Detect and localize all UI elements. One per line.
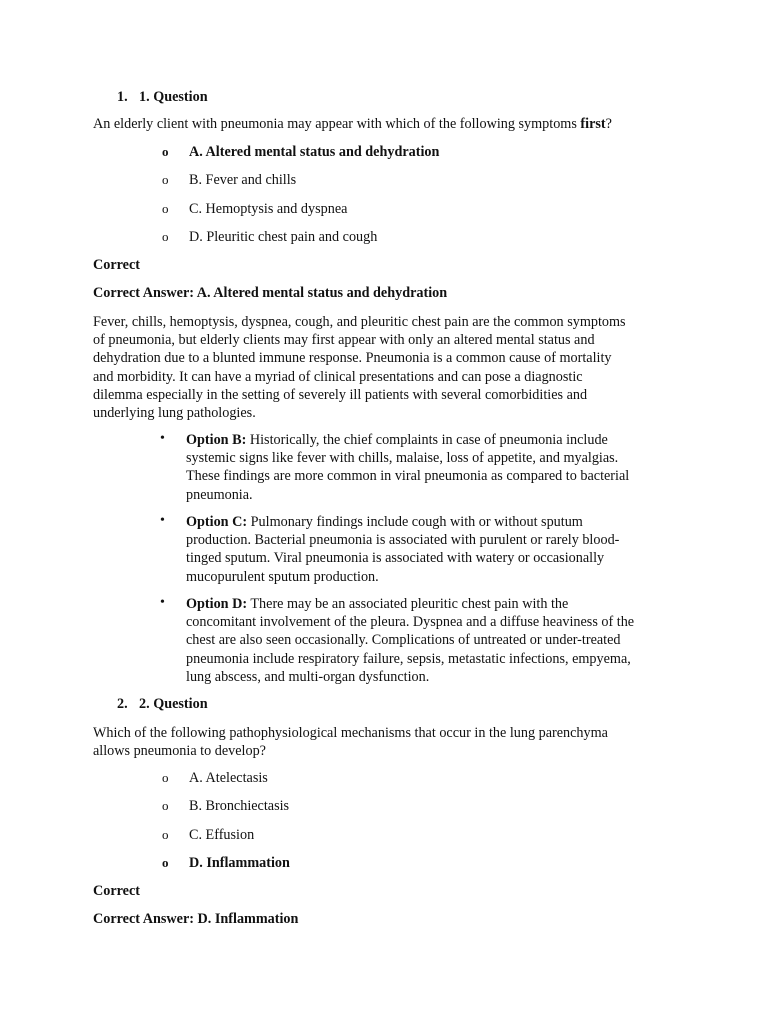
option-marker: o — [162, 201, 169, 216]
question-1-option-b[interactable]: B. Fever and chills — [189, 172, 297, 188]
question-2-correct-answer: Correct Answer: D. Inflammation — [93, 911, 299, 927]
question-2-option-c[interactable]: C. Effusion — [189, 827, 255, 843]
option-marker: o — [162, 798, 169, 813]
question-1-explanation: Fever, chills, hemoptysis, dyspnea, cough, and pleuritic chest pain are the common symptoms of pneumonia, but elderly clients may first appear with only an altered mental status and dehydration due to a blunted immune response. Pneumonia is a common cause of mortality and morbidity. It can have a myriad of clinical presentations and can pose a diagnostic dilemma especially in the setting of severely ill patients with several comorbidities and underlying lung pathologies. — [93, 314, 626, 422]
question-2-option-a[interactable]: A. Atelectasis — [189, 770, 268, 786]
option-marker: o — [162, 855, 169, 870]
option-marker: o — [162, 827, 169, 842]
option-marker: o — [162, 229, 169, 244]
question-1-result: Correct — [93, 257, 140, 273]
question-2-stem: Which of the following pathophysiological mechanisms that occur in the lung parenchyma allows pneumonia to develop? — [93, 725, 608, 760]
option-marker: o — [162, 144, 169, 159]
question-1-title: 1. Question — [139, 89, 208, 105]
question-1-option-c[interactable]: C. Hemoptysis and dyspnea — [189, 201, 348, 217]
option-marker: o — [162, 770, 169, 785]
option-b-note: Option B: Historically, the chief complaints in case of pneumonia include systemic signs like fever with chills, malaise, loss of appetite, and myalgias. These findings are more common in viral pneumonia as compared to bacterial pneumonia. — [186, 432, 630, 503]
question-1-number: 1. — [117, 89, 128, 105]
question-2-option-b[interactable]: B. Bronchiectasis — [189, 798, 290, 814]
bullet-icon: • — [160, 595, 165, 610]
question-1-option-a[interactable]: A. Altered mental status and dehydration — [189, 144, 440, 160]
bullet-icon: • — [160, 513, 165, 528]
question-1-option-d[interactable]: D. Pleuritic chest pain and cough — [189, 229, 378, 245]
question-2-title: 2. Question — [139, 696, 208, 712]
question-1-stem: An elderly client with pneumonia may appear with which of the following symptoms first? — [93, 116, 612, 132]
bullet-icon: • — [160, 431, 165, 446]
question-2-number: 2. — [117, 696, 128, 712]
question-1-correct-answer: Correct Answer: A. Altered mental status and dehydration — [93, 285, 448, 301]
option-c-note: Option C: Pulmonary findings include cough with or without sputum production. Bacterial pneumonia is associated with purulent or rarely blood- tinged sputum. Viral pneumonia is associated with watery or occasionally mucopurulent sputum production. — [186, 514, 620, 585]
option-d-note: Option D: There may be an associated pleuritic chest pain with the concomitant involvement of the pleura. Dyspnea and a diffuse heaviness of the chest are also seen occasionally. Complications of untreated or under-treated pneumonia include respiratory failure, sepsis, metastatic infections, empyema, lung abscess, and multi-organ dysfunction. — [186, 596, 635, 685]
question-2-option-d[interactable]: D. Inflammation — [189, 855, 290, 871]
question-2-result: Correct — [93, 883, 140, 899]
option-marker: o — [162, 172, 169, 187]
